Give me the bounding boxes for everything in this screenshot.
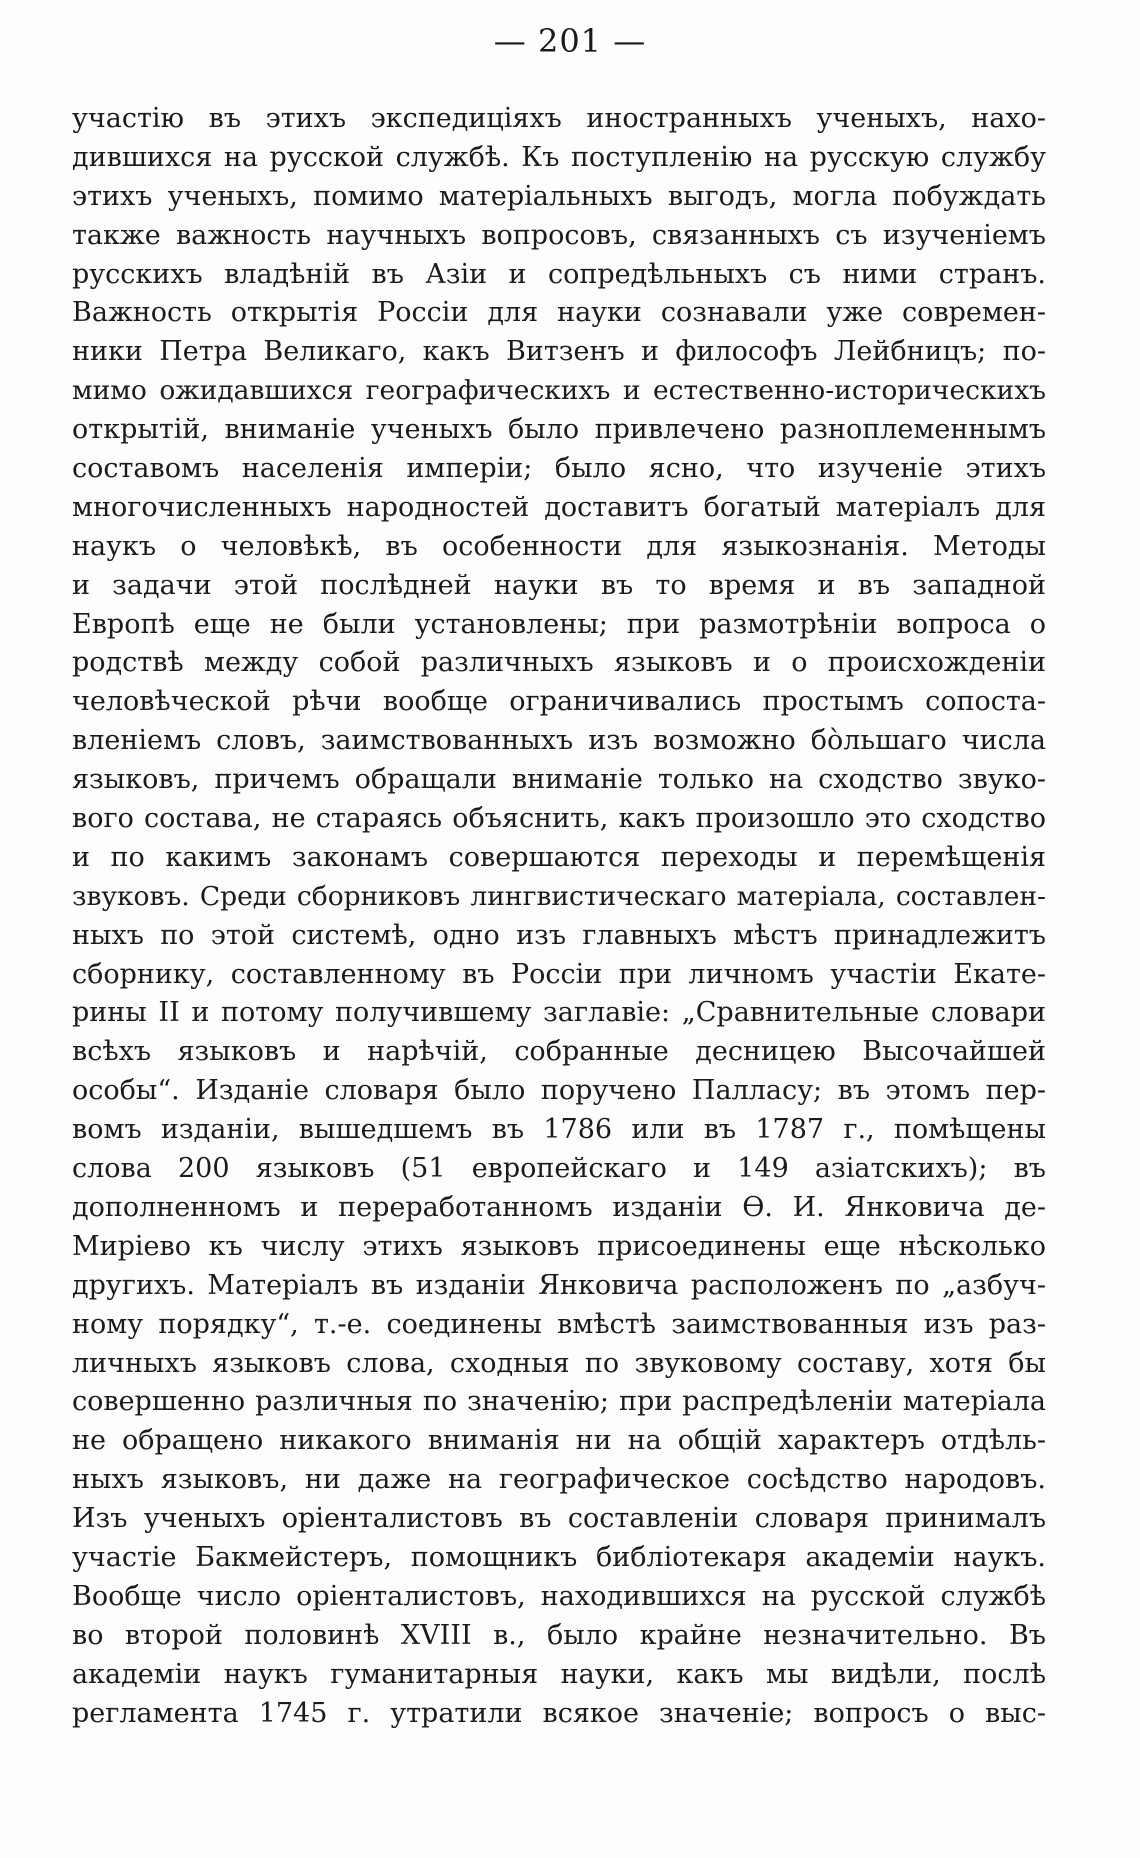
text-line: языковъ, причемъ обращали вниманіе только на сходство звуко- xyxy=(72,764,1046,796)
text-line: открытій, вниманіе ученыхъ было привлечено разноплеменнымъ xyxy=(72,414,1046,446)
text-line: другихъ. Матеріалъ въ изданіи Янковича расположенъ по „азбуч- xyxy=(72,1269,1046,1301)
text-line: регламента 1745 г. утратили всякое значеніе; вопросъ о выс- xyxy=(72,1697,1046,1729)
text-line: многочисленныхъ народностей доставитъ богатый матеріалъ для xyxy=(72,491,1046,523)
text-line: также важность научныхъ вопросовъ, связанныхъ съ изученіемъ xyxy=(72,219,1046,251)
text-line: Вообще число оріенталистовъ, находившихся на русской службѣ xyxy=(72,1580,1046,1612)
text-line: академіи наукъ гуманитарныя науки, какъ мы видѣли, послѣ xyxy=(72,1658,1046,1690)
text-line: участіе Бакмейстеръ, помощникъ библіотекаря академіи наукъ. xyxy=(72,1541,1046,1573)
text-line: Изъ ученыхъ оріенталистовъ въ составленіи словаря принималъ xyxy=(72,1503,1046,1535)
text-line: составомъ населенія имперіи; было ясно, что изученіе этихъ xyxy=(72,453,1046,485)
text-line: дополненномъ и переработанномъ изданіи Ѳ. И. Янковича де- xyxy=(72,1191,1046,1223)
text-line: звуковъ. Среди сборниковъ лингвистическаго матеріала, составлен- xyxy=(72,880,1046,912)
text-line: вого состава, не стараясь объяснить, какъ произошло это сходство xyxy=(72,803,1046,835)
text-line: Важность открытія Россіи для науки сознавали уже современ- xyxy=(72,297,1046,329)
text-line: дившихся на русской службѣ. Къ поступленію на русскую службу xyxy=(72,141,1046,173)
text-line: Миріево къ числу этихъ языковъ присоединены еще нѣсколько xyxy=(72,1230,1046,1262)
page-number: — 201 — xyxy=(493,22,647,60)
text-line: мимо ожидавшихся географическихъ и естественно-историческихъ xyxy=(72,375,1046,407)
text-line: сборнику, составленному въ Россіи при личномъ участіи Екате- xyxy=(72,958,1046,990)
text-line: ному порядку“, т.-е. соединены вмѣстѣ заимствованныя изъ раз- xyxy=(72,1308,1046,1340)
text-line: совершенно различныя по значенію; при распредѣленіи матеріала xyxy=(72,1386,1046,1418)
text-line: ныхъ по этой системѣ, одно изъ главныхъ мѣстъ принадлежитъ xyxy=(72,919,1046,951)
text-line: Европѣ еще не были установлены; при размотрѣніи вопроса о xyxy=(72,608,1046,640)
text-line: и по какимъ законамъ совершаются переходы и перемѣщенія xyxy=(72,841,1046,873)
text-line: не обращено никакого вниманія ни на общій характеръ отдѣль- xyxy=(72,1425,1046,1457)
text-line: ники Петра Великаго, какъ Витзенъ и философъ Лейбницъ; по- xyxy=(72,336,1046,368)
text-line: вомъ изданіи, вышедшемъ въ 1786 или въ 1787 г., помѣщены xyxy=(72,1114,1046,1146)
text-line: рины II и потому получившему заглавіе: „Сравнительные словари xyxy=(72,997,1046,1029)
text-line: личныхъ языковъ слова, сходныя по звуковому составу, хотя бы xyxy=(72,1347,1046,1379)
text-line: этихъ ученыхъ, помимо матеріальныхъ выгодъ, могла побуждать xyxy=(72,180,1046,212)
text-line: особы“. Изданіе словаря было поручено Палласу; въ этомъ пер- xyxy=(72,1075,1046,1107)
text-line: наукъ о человѣкѣ, въ особенности для языкознанія. Методы xyxy=(72,530,1046,562)
text-line: участію въ этихъ экспедиціяхъ иностранныхъ ученыхъ, нахо- xyxy=(72,103,1046,134)
text-line: вленіемъ словъ, заимствованныхъ изъ возможно бо̀льшаго числа xyxy=(72,725,1046,757)
text-line: и задачи этой послѣдней науки въ то время и въ западной xyxy=(72,569,1046,601)
text-line: ныхъ языковъ, ни даже на географическое сосѣдство народовъ. xyxy=(72,1464,1046,1496)
text-line: слова 200 языковъ (51 европейскаго и 149 азіатскихъ); въ xyxy=(72,1153,1046,1185)
text-line: всѣхъ языковъ и нарѣчій, собранные десницею Высочайшей xyxy=(72,1036,1046,1068)
text-line: родствѣ между собой различныхъ языковъ и о происхожденіи xyxy=(72,647,1046,679)
text-line: во второй половинѣ XVIII в., было крайне незначительно. Въ xyxy=(72,1619,1046,1651)
text-line: человѣческой рѣчи вообще ограничивались простымъ сопоста- xyxy=(72,686,1046,718)
body-text xyxy=(72,100,1046,1733)
text-line: русскихъ владѣній въ Азіи и сопредѣльныхъ съ ними странъ. xyxy=(72,258,1046,290)
